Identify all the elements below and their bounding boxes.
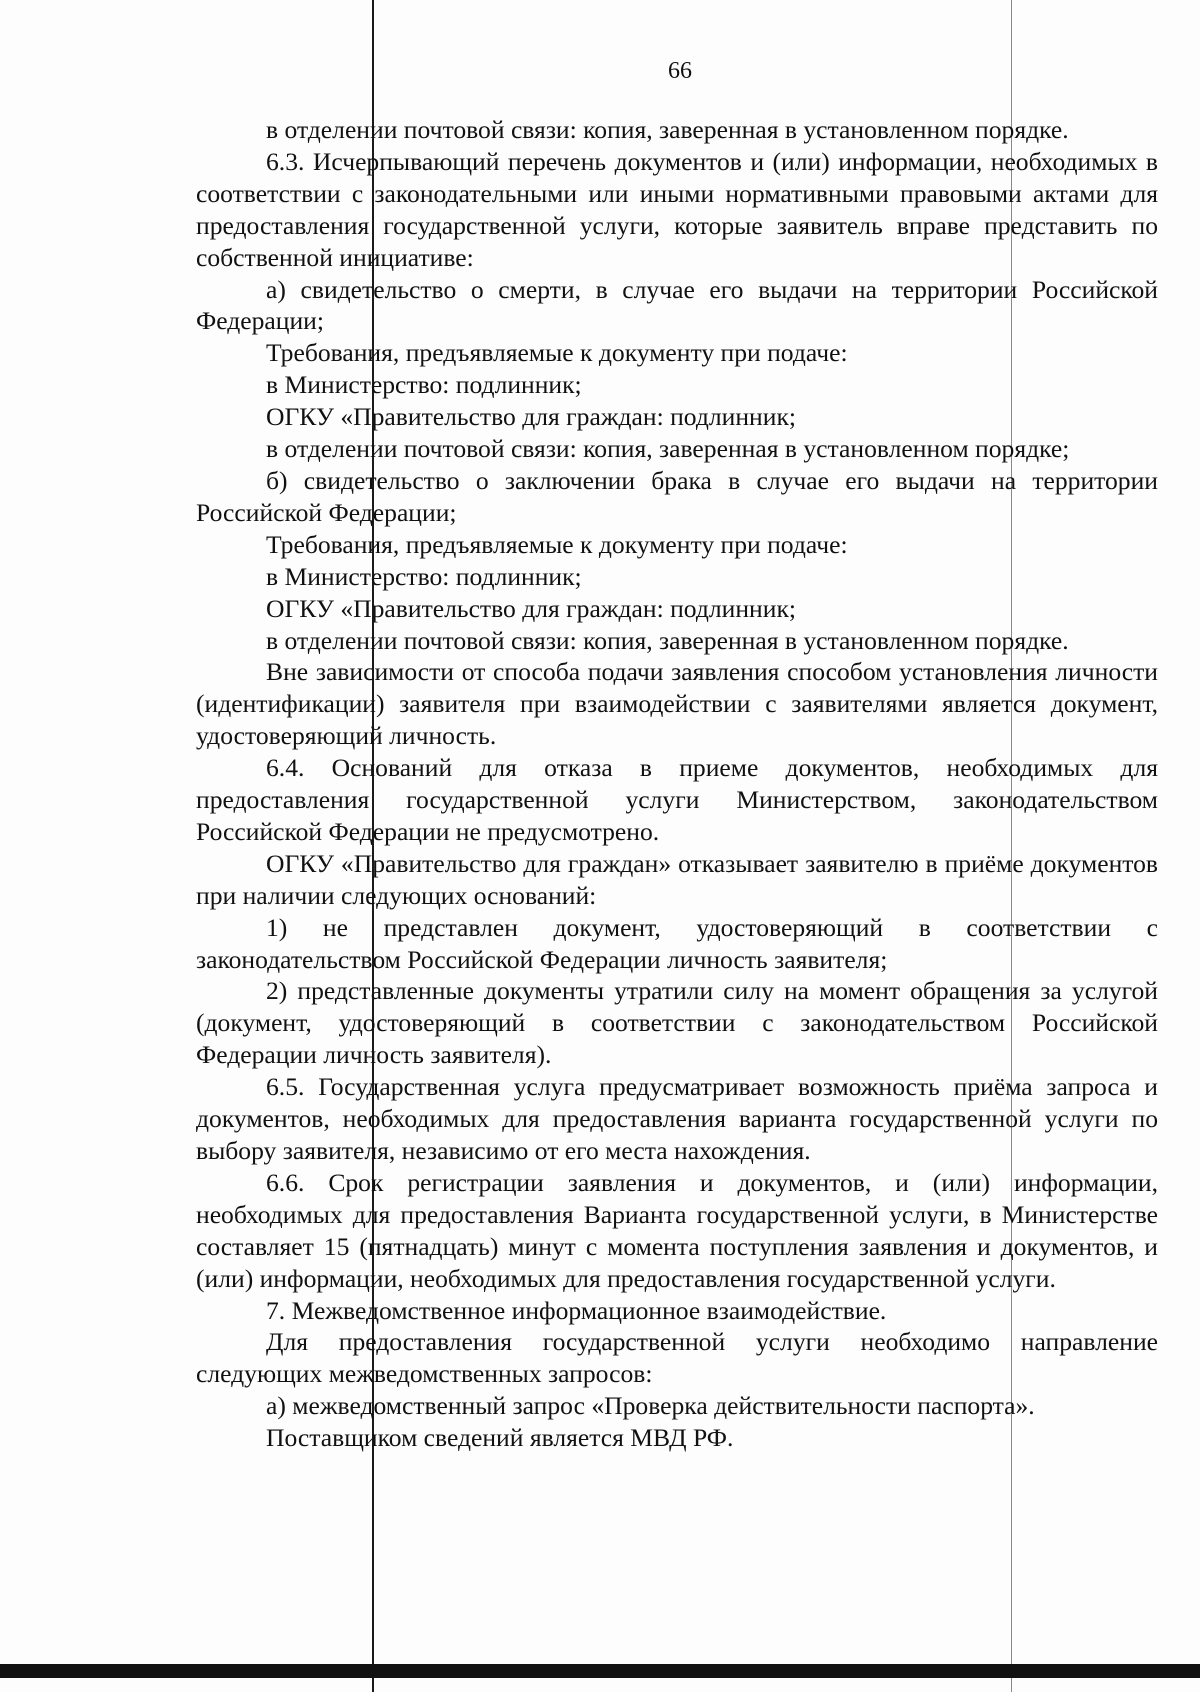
paragraph: 6.4. Оснований для отказа в приеме документов, необходимых для предоставления государственной услуги Министерством, законодательством Российской Федерации не предусмотрено. (196, 753, 1158, 846)
scan-artifact-bottom-bar (0, 1664, 1200, 1678)
document-body (196, 114, 1158, 1454)
paragraph: 7. Межведомственное информационное взаимодействие. (266, 1295, 887, 1325)
paragraph: 2) представленные документы утратили силу на момент обращения за услугой (документ, удостоверяющий в соответствии с законодательством Российской Федерации личность заявителя). (196, 976, 1158, 1070)
paragraph: 1) не представлен документ, удостоверяющий в соответствии с законодательством Российской Федерации личность заявителя; (196, 912, 1158, 974)
paragraph: а) свидетельство о смерти, в случае его выдачи на территории Российской Федерации; (196, 274, 1158, 336)
paragraph: в Министерство: подлинник; (266, 370, 582, 400)
paragraph: Поставщиком сведений является МВД РФ. (266, 1423, 734, 1453)
paragraph: ОГКУ «Правительство для граждан: подлинник; (266, 402, 796, 432)
page-number: 66 (668, 58, 692, 84)
paragraph: Вне зависимости от способа подачи заявления способом установления личности (идентификации) заявителя при взаимодействии с заявителями является документ, удостоверяющий личность. (196, 657, 1158, 751)
paragraph: а) межведомственный запрос «Проверка действительности паспорта». (266, 1391, 1035, 1421)
paragraph: б) свидетельство о заключении брака в случае его выдачи на территории Российской Федерации; (196, 465, 1158, 527)
paragraph: в отделении почтовой связи: копия, заверенная в установленном порядке; (266, 434, 1070, 464)
paragraph: Требования, предъявляемые к документу при подаче: (266, 338, 848, 368)
paragraph: ОГКУ «Правительство для граждан» отказывает заявителю в приёме документов при наличии следующих оснований: (196, 848, 1158, 910)
paragraph: ОГКУ «Правительство для граждан: подлинник; (266, 593, 796, 623)
paragraph: в отделении почтовой связи: копия, заверенная в установленном порядке. (266, 115, 1069, 144)
paragraph: в отделении почтовой связи: копия, заверенная в установленном порядке. (266, 625, 1069, 655)
paragraph: в Министерство: подлинник; (266, 561, 582, 591)
paragraph: 6.6. Срок регистрации заявления и документов, и (или) информации, необходимых для предоставления Варианта государственной услуги, в Министерстве составляет 15 (пятнадцать) минут с момента поступления заявления и документов, и (или) информации, необходимых для предоставления государственной услуги. (196, 1167, 1158, 1293)
paragraph: Требования, предъявляемые к документу при подаче: (266, 529, 848, 559)
paragraph: 6.5. Государственная услуга предусматривает возможность приёма запроса и документов, необходимых для предоставления варианта государственной услуги по выбору заявителя, независимо от его места нахождения. (196, 1072, 1158, 1165)
paragraph: 6.3. Исчерпывающий перечень документов и (или) информации, необходимых в соответствии с законодательными или иными нормативными правовыми актами для предоставления государственной услуги, которые заявитель вправе представить по собственной инициативе: (196, 146, 1158, 272)
paragraph: Для предоставления государственной услуги необходимо направление следующих межведомственных запросов: (196, 1327, 1158, 1389)
